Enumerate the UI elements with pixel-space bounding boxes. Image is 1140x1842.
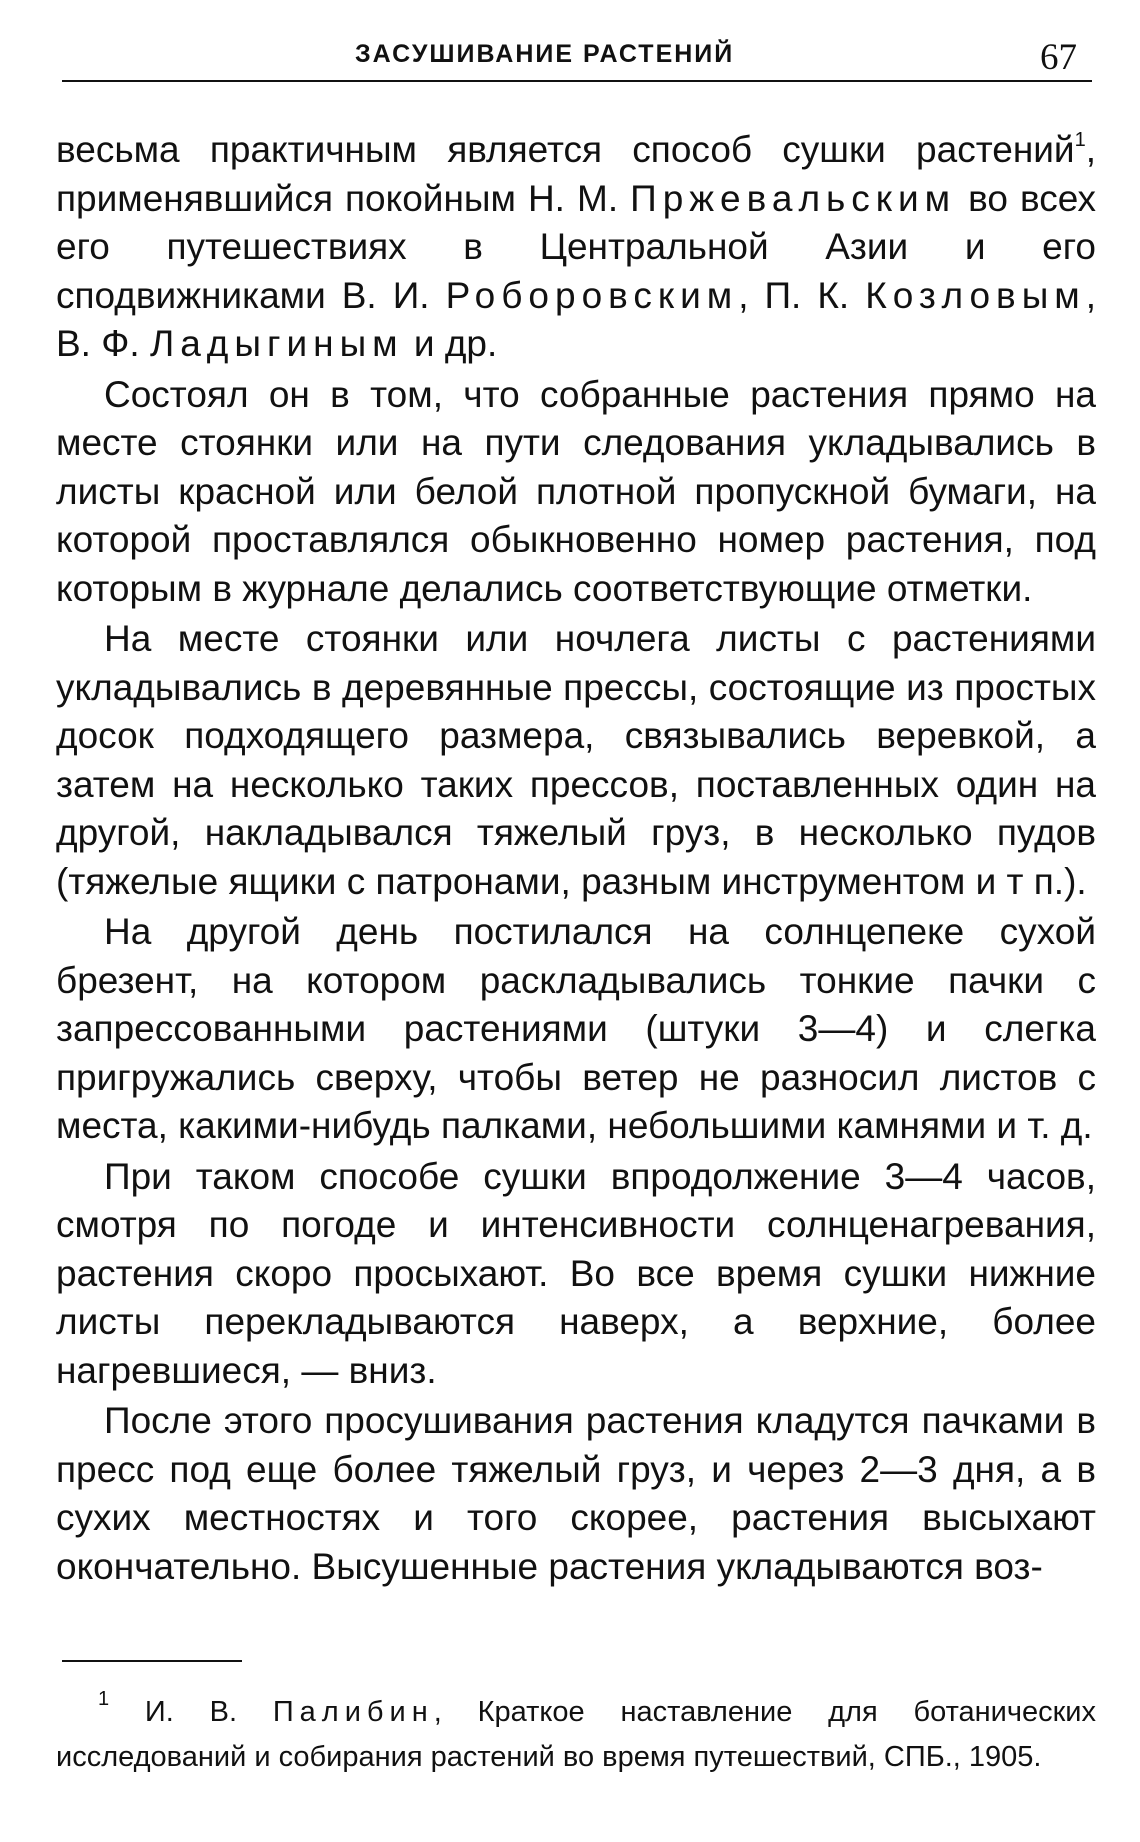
footnote-author: Палибин — [272, 1696, 434, 1728]
p1-text-4: , П. К. — [738, 274, 866, 316]
p1-text-5: , В. Ф. — [56, 274, 1097, 364]
paragraph-4: На другой день постилался на солнцепеке сухой брезент, на котором раскладывались тонкие пачки с запрессованными растениями (штуки 3—4) и слегка пригружались сверху, чтобы ветер не разносил листов с места, какими-нибудь палками, небольшими камнями и т. д. — [56, 911, 1096, 1146]
running-header: ЗАСУШИВАНИЕ РАСТЕНИЙ — [355, 40, 735, 68]
name-ladygin: Ладыгиным — [149, 323, 404, 364]
body-text — [56, 126, 1096, 1593]
p1-text-3: во всех его путешествиях в Центральной Азии и его сподвижниками В. И. — [56, 177, 1096, 316]
name-roborovsky: Роборовским — [445, 274, 739, 316]
name-przhevalsky: Пржевальским — [630, 177, 957, 219]
footnote-body: , Краткое наставление для ботанических исследований и собирания растений во время путешествий, СПБ., 1905. — [56, 1696, 1096, 1773]
p1-text-6: и др. — [403, 323, 498, 364]
footnote-ref: 1 — [1074, 129, 1086, 151]
paragraph-2: Состоял он в том, что собранные растения прямо на месте стоянки или на пути следования укладывались в листы красной или белой плотной пропускной бумаги, на которой проставлялся обыкновенно номер растения, под которым в журнале делались соответствующие отметки. — [56, 373, 1096, 609]
footnote-marker: 1 — [98, 1688, 110, 1710]
name-kozlov: Козловым — [865, 274, 1086, 316]
footnote-text — [56, 1690, 1096, 1780]
page-number: 67 — [1040, 37, 1077, 78]
paragraph-5: При таком способе сушки впродолжение 3—4 часов, смотря по погоде и интенсивности солнценагревания, растения скоро просыхают. Во все время сушки нижние листы перекладываются наверх, а верхние, более нагревшиеся, — вниз. — [56, 1155, 1096, 1391]
paragraph-1 — [56, 126, 1096, 369]
footnote — [56, 1690, 1096, 1780]
header-divider — [62, 80, 1092, 82]
paragraph-3: На месте стоянки или ночлега листы с растениями укладывались в деревянные прессы, состоящие из простых досок подходящего размера, связывались веревкой, а затем на несколько таких прессов, поставленных один на другой, накладывался тяжелый груз, в несколько пудов (тяжелые ящики с патронами, разным инструментом и т п.). — [56, 618, 1096, 902]
p1-text-1: весьма практичным является способ сушки растений — [56, 129, 1075, 170]
paragraph-6: После этого просушивания растения кладутся пачками в пресс под еще более тяжелый груз, и через 2—3 дня, а в сухих местностях и того скорее, растения высыхают окончательно. Высушенные растения укладываются воз- — [56, 1400, 1096, 1587]
footnote-divider — [62, 1660, 242, 1662]
p1-text-2: , применявшийся покойным Н. М. — [56, 129, 1096, 219]
footnote-initials: И. В. — [109, 1696, 273, 1728]
